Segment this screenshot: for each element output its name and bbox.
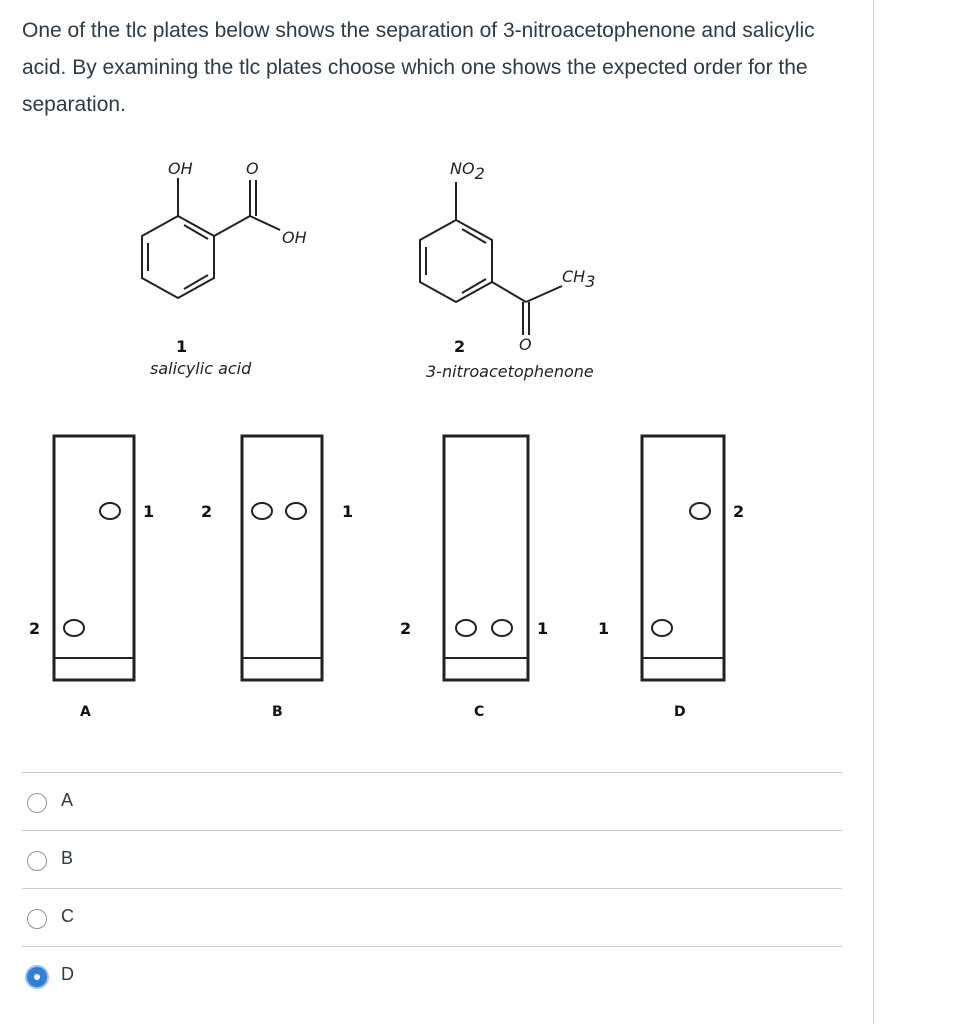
nitro-group-label: NO2	[450, 159, 485, 183]
radio-a[interactable]	[27, 793, 47, 813]
plate-d-frame	[642, 436, 724, 680]
answer-option-c-label: C	[61, 906, 74, 926]
salicylic-carbonyl-o-label: O	[246, 159, 259, 178]
answer-option-c[interactable]	[22, 888, 842, 946]
compound-1-name: salicylic acid	[150, 359, 252, 378]
plate-b-frame	[242, 436, 322, 680]
plate-b-label: B	[272, 704, 283, 720]
answer-option-d[interactable]	[22, 946, 842, 1004]
plate-c-right-spot-label: 1	[537, 619, 549, 638]
plate-d-upper-spot-label: 2	[733, 502, 745, 521]
plate-c-spot-right	[492, 620, 512, 636]
plate-c-frame	[444, 436, 528, 680]
tlc-plate-a	[29, 436, 154, 720]
plate-a-upper-spot-label: 1	[143, 502, 155, 521]
salicylic-acid-structure	[142, 178, 280, 298]
plate-d-label: D	[674, 704, 686, 720]
plate-c-spot-left	[456, 620, 476, 636]
plate-c-left-spot-label: 2	[400, 619, 412, 638]
radio-b[interactable]	[27, 851, 47, 871]
radio-c[interactable]	[27, 909, 47, 929]
nitro-group-label-subscript: 2	[474, 164, 485, 183]
tlc-plate-b	[201, 436, 353, 720]
answer-option-a[interactable]	[22, 772, 842, 830]
ketone-o-label: O	[519, 335, 532, 354]
plate-b-right-spot-label: 1	[342, 502, 354, 521]
plate-b-spot-right	[286, 503, 306, 519]
radio-d[interactable]	[27, 967, 47, 987]
plate-d-spot-lower	[652, 620, 672, 636]
answer-option-b-label: B	[61, 848, 74, 868]
plate-a-spot-upper	[100, 503, 120, 519]
salicylic-acid-oh-label: OH	[282, 228, 307, 247]
page-right-border	[873, 0, 874, 1024]
compound-2-number: 2	[454, 337, 466, 356]
plate-a-frame	[54, 436, 134, 680]
plate-a-label: A	[80, 704, 91, 720]
plate-d-lower-spot-label: 1	[598, 619, 610, 638]
plate-d-spot-upper	[690, 503, 710, 519]
plate-a-lower-spot-label: 2	[29, 619, 41, 638]
plate-b-spot-left	[252, 503, 272, 519]
plate-c-label: C	[474, 704, 485, 720]
methyl-group-label: CH3	[562, 267, 596, 291]
tlc-figure-drawing	[0, 150, 870, 730]
question-text: One of the tlc plates below shows the separation of 3-nitroacetophenone and salicylic acid. By examining the tlc plates choose which one shows the expected order for the separation.	[22, 19, 815, 116]
answer-option-a-label: A	[61, 790, 74, 810]
compound-2-name: 3-nitroacetophenone	[426, 362, 594, 381]
tlc-plate-c	[400, 436, 548, 720]
tlc-plate-d	[598, 436, 744, 720]
answer-option-d-label: D	[61, 964, 74, 984]
methyl-group-label-subscript: 3	[585, 272, 596, 291]
answer-option-b[interactable]	[22, 830, 842, 888]
plate-a-spot-lower	[64, 620, 84, 636]
tlc-figure	[0, 150, 870, 730]
salicylic-oh-label: OH	[168, 159, 193, 178]
nitroacetophenone-structure	[420, 182, 562, 335]
answer-options	[22, 772, 842, 1004]
compound-1-number: 1	[176, 337, 188, 356]
plate-b-left-spot-label: 2	[201, 502, 213, 521]
